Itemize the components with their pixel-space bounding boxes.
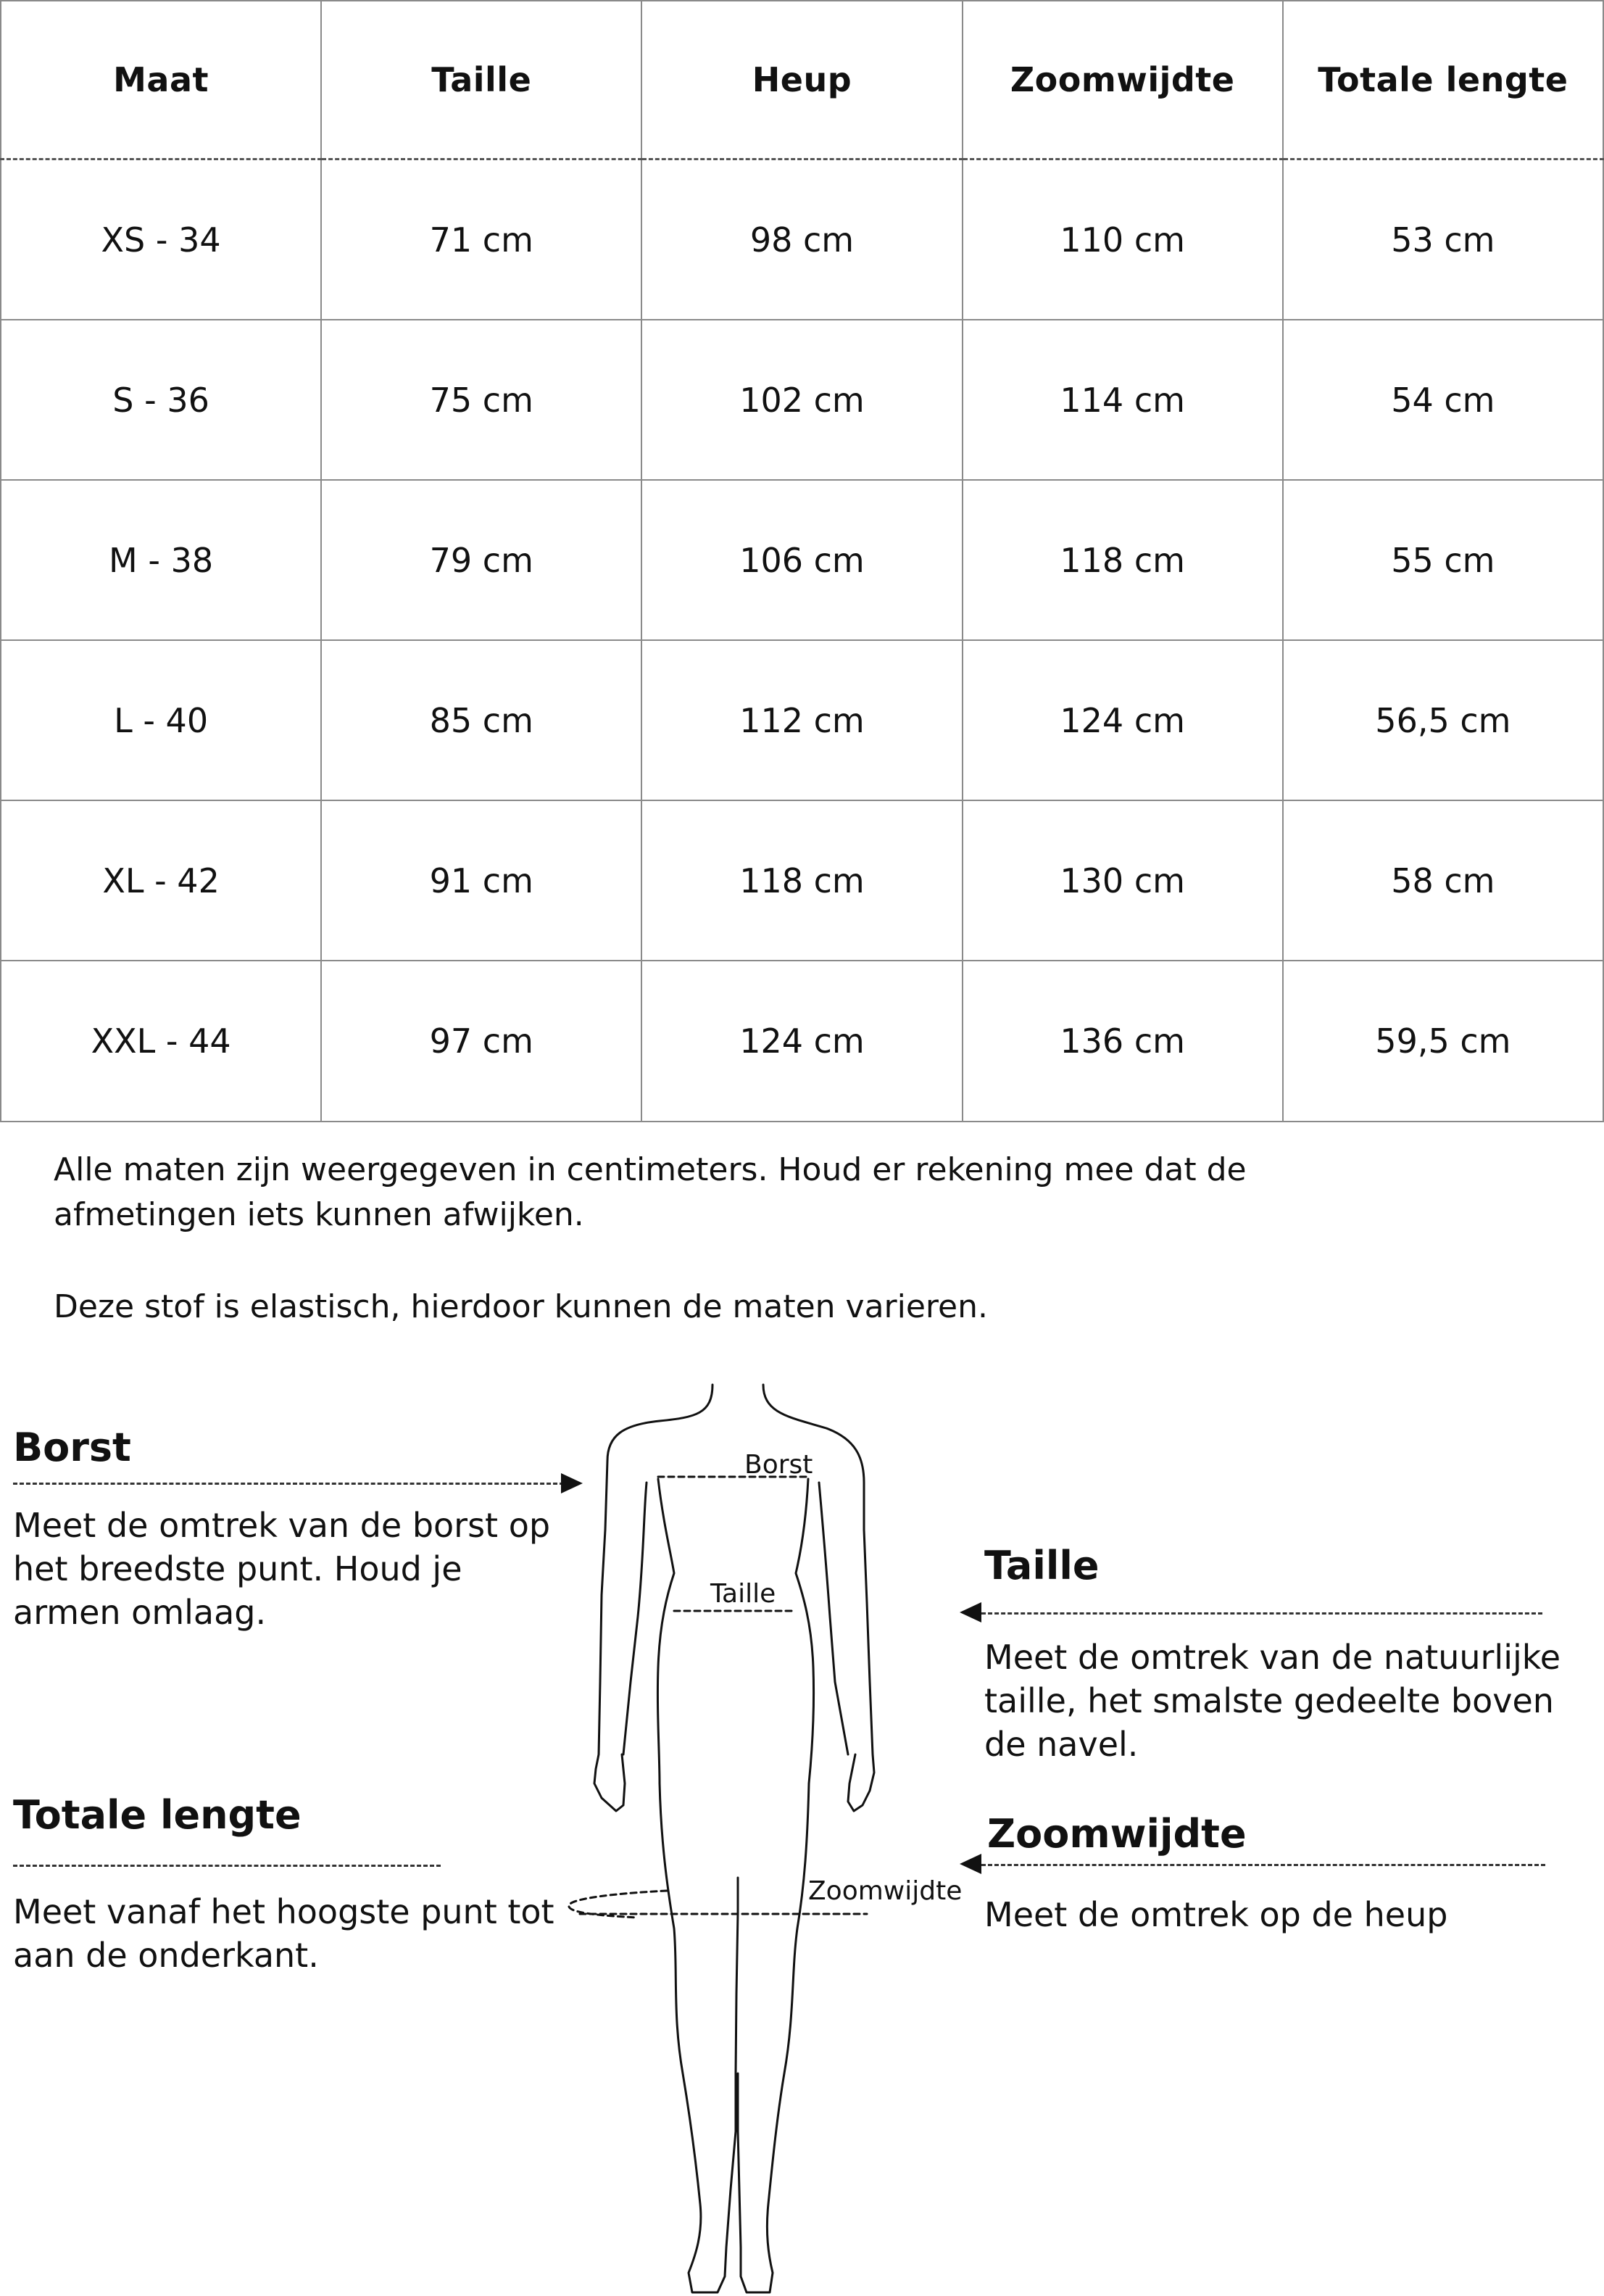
table-cell: 54 cm [1283,320,1603,480]
table-cell: L - 40 [1,640,321,800]
left-shoulder-arm-outline [594,1385,712,1811]
table-cell: XS - 34 [1,159,321,320]
body-figure [551,1377,986,2296]
table-cell: 136 cm [963,961,1283,1122]
table-row [1,159,1603,320]
zoomwijdte-divider [981,1864,1545,1866]
borst-divider [13,1483,564,1485]
table-header-row [1,1,1603,159]
right-leg-outline [738,1783,809,2292]
table-cell: 71 cm [321,159,641,320]
right-shoulder-arm-outline [763,1385,874,1811]
column-header: Maat [1,1,321,159]
table-cell: 97 cm [321,961,641,1122]
taille-description: Meet de omtrek van de natuurlijke taille, het smalste gedeelte boven de navel. [984,1638,1561,1764]
size-table [0,0,1604,1122]
column-header: Zoomwijdte [963,1,1283,159]
left-inner-arm [623,1483,647,1754]
table-cell: 58 cm [1283,800,1603,961]
table-cell: 114 cm [963,320,1283,480]
taille-divider [981,1612,1542,1615]
table-cell: XL - 42 [1,800,321,961]
table-cell: 130 cm [963,800,1283,961]
column-header: Totale lengte [1283,1,1603,159]
table-cell: 55 cm [1283,480,1603,640]
left-leg-outline [660,1783,738,2292]
figure-label-borst: Borst [744,1450,813,1480]
table-cell: S - 36 [1,320,321,480]
table-cell: 85 cm [321,640,641,800]
left-torso [657,1479,674,1783]
table-cell: M - 38 [1,480,321,640]
table-cell: 98 cm [641,159,962,320]
table-cell: XXL - 44 [1,961,321,1122]
table-row [1,640,1603,800]
column-header: Taille [321,1,641,159]
table-cell: 75 cm [321,320,641,480]
table-cell: 91 cm [321,800,641,961]
taille-title: Taille [984,1543,1100,1588]
table-row [1,800,1603,961]
table-cell: 102 cm [641,320,962,480]
table-cell: 124 cm [963,640,1283,800]
table-row [1,480,1603,640]
table-row [1,320,1603,480]
totale-lengte-description: Meet vanaf het hoogste punt tot aan de onderkant. [13,1892,554,1975]
right-inner-arm [819,1483,848,1754]
zoomwijdte-title: Zoomwijdte [987,1811,1247,1857]
fabric-note: Deze stof is elastisch, hierdoor kunnen de maten varieren. [54,1288,988,1325]
column-header: Heup [641,1,962,159]
table-cell: 124 cm [641,961,962,1122]
figure-label-taille: Taille [710,1579,776,1609]
measurement-note: Alle maten zijn weergegeven in centimeters. Houd er rekening mee dat de afmetingen iets kunnen afwijken. [54,1151,1247,1233]
table-cell: 118 cm [963,480,1283,640]
table-cell: 106 cm [641,480,962,640]
table-cell: 112 cm [641,640,962,800]
table-row [1,961,1603,1122]
right-torso [796,1479,814,1783]
figure-label-zoomwijdte: Zoomwijdte [808,1876,963,1906]
zoomwijdte-description: Meet de omtrek op de heup [984,1895,1448,1934]
table-cell: 79 cm [321,480,641,640]
table-cell: 53 cm [1283,159,1603,320]
table-cell: 59,5 cm [1283,961,1603,1122]
totale-lengte-title: Totale lengte [13,1792,302,1838]
table-cell: 118 cm [641,800,962,961]
borst-description: Meet de omtrek van de borst op het breedste punt. Houd je armen omlaag. [13,1506,551,1632]
borst-title: Borst [13,1425,131,1470]
table-cell: 56,5 cm [1283,640,1603,800]
totale-lengte-divider [13,1865,441,1867]
table-cell: 110 cm [963,159,1283,320]
